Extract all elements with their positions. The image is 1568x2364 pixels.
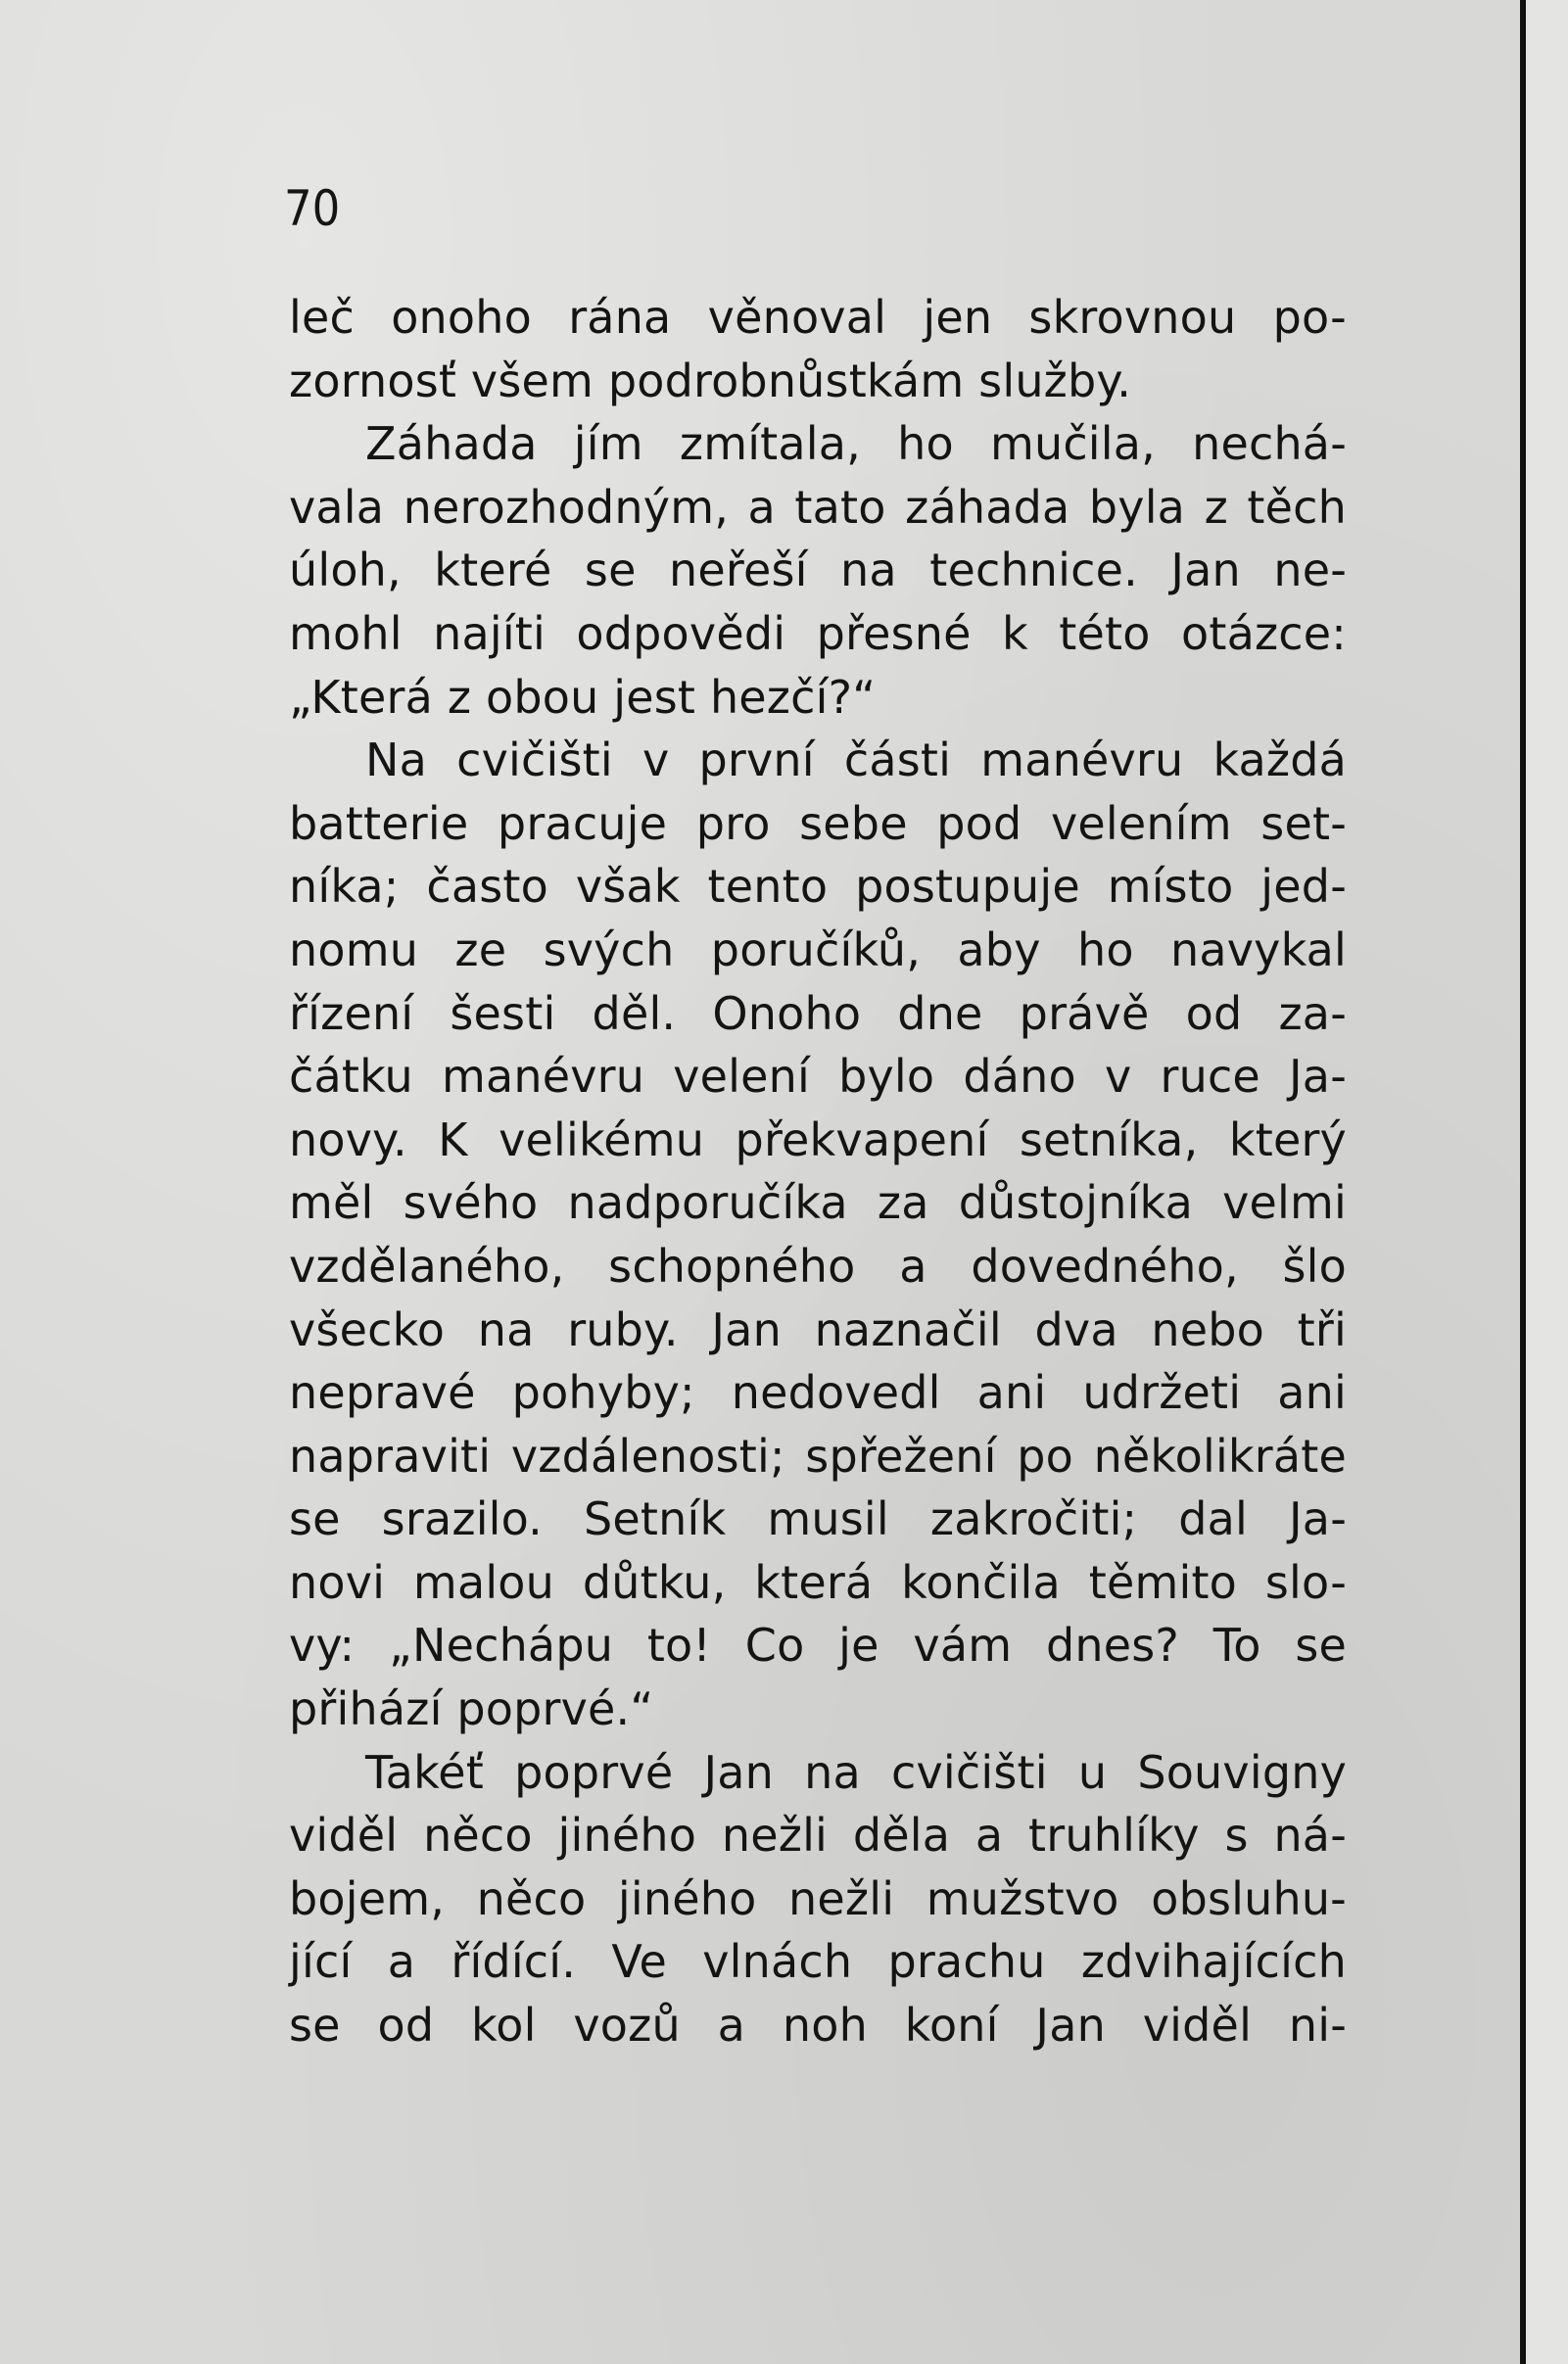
text-line: leč onoho rána věnoval jen skrovnou po- <box>289 291 1347 344</box>
text-line: novi malou důtku, která končila těmito slo- <box>289 1555 1347 1609</box>
text-line: napraviti vzdálenosti; spřežení po několikráte <box>289 1429 1347 1483</box>
text-line: řízení šesti děl. Onoho dne právě od za- <box>289 986 1347 1040</box>
text-line: přihází poprvé.“ <box>289 1682 654 1736</box>
text-line: úloh, které se neřeší na technice. Jan ne- <box>289 544 1347 597</box>
text-line: jící a řídící. Ve vlnách prachu zdvihajících <box>289 1935 1347 1989</box>
text-line: vy: „Nechápu to! Co je vám dnes? To se <box>289 1619 1347 1673</box>
text-line: Takéť poprvé Jan na cvičišti u Souvigny <box>365 1745 1347 1799</box>
text-line: čátku manévru velení bylo dáno v ruce Ja- <box>289 1050 1347 1104</box>
text-line: mohl najíti odpovědi přesné k této otázce: <box>289 606 1347 660</box>
text-line: „Která z obou jest hezčí?“ <box>289 670 877 724</box>
text-line: se od kol vozů a noh koní Jan viděl ni- <box>289 1999 1347 2053</box>
text-line: batterie pracuje pro sebe pod velením set- <box>289 796 1347 850</box>
text-line: viděl něco jiného nežli děla a truhlíky s ná- <box>289 1809 1347 1863</box>
text-line: Na cvičišti v první části manévru každá <box>365 733 1347 787</box>
body-text <box>289 286 1347 2057</box>
page-number: 70 <box>284 180 341 237</box>
adjacent-page-strip <box>1526 0 1568 2364</box>
text-line: Záhada jím zmítala, ho mučila, nechá- <box>365 417 1347 471</box>
text-line: novy. K velikému překvapení setníka, který <box>289 1112 1347 1166</box>
text-line: níka; často však tento postupuje místo jed- <box>289 860 1347 914</box>
text-line: vala nerozhodným, a tato záhada byla z těch <box>289 480 1347 534</box>
text-line: nomu ze svých poručíků, aby ho navykal <box>289 922 1347 976</box>
text-line: se srazilo. Setník musil zakročiti; dal Ja- <box>289 1492 1347 1546</box>
text-line: nepravé pohyby; nedovedl ani udržeti ani <box>289 1366 1347 1420</box>
text-line: měl svého nadporučíka za důstojníka velmi <box>289 1176 1347 1230</box>
text-line: vzdělaného, schopného a dovedného, šlo <box>289 1239 1347 1293</box>
text-line: zornosť všem podrobnůstkám služby. <box>289 354 1132 407</box>
text-line: všecko na ruby. Jan naznačil dva nebo tři <box>289 1302 1347 1356</box>
text-line: bojem, něco jiného nežli mužstvo obsluhu- <box>289 1871 1347 1925</box>
